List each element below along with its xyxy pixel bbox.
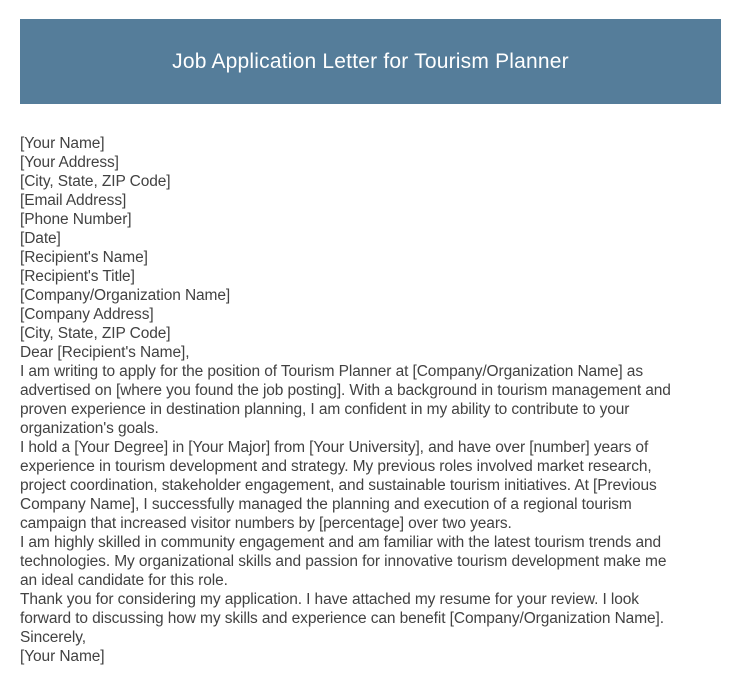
letter-line: Thank you for considering my application. I have attached my resume for your review. I look (20, 591, 639, 608)
letter-line: [Phone Number] (20, 211, 132, 228)
letter-line: experience in tourism development and strategy. My previous roles involved market research, (20, 458, 652, 475)
letter-line: organization's goals. (20, 420, 159, 437)
letter-line: [City, State, ZIP Code] (20, 173, 171, 190)
letter-line: I am writing to apply for the position of Tourism Planner at [Company/Organization Name] as (20, 363, 643, 380)
letter-line: [Your Address] (20, 154, 119, 171)
letter-line: an ideal candidate for this role. (20, 572, 228, 589)
letter-line: [Recipient's Title] (20, 268, 135, 285)
letter-line: Dear [Recipient's Name], (20, 344, 190, 361)
letter-line: Sincerely, (20, 629, 86, 646)
page-title: Job Application Letter for Tourism Planner (172, 49, 569, 73)
letter-line: proven experience in destination planning, I am confident in my ability to contribute to your (20, 401, 630, 418)
letter-line: [Your Name] (20, 135, 105, 152)
letter-line: [Date] (20, 230, 61, 247)
letter-line: [Email Address] (20, 192, 127, 209)
letter-line: Company Name], I successfully managed the planning and execution of a regional tourism (20, 496, 632, 513)
letter-line: [Recipient's Name] (20, 249, 148, 266)
letter-header (20, 19, 721, 104)
letter-line: technologies. My organizational skills and passion for innovative tourism development make me (20, 553, 667, 570)
letter-body (20, 134, 726, 666)
letter-line: [Company/Organization Name] (20, 287, 231, 304)
letter-line: forward to discussing how my skills and experience can benefit [Company/Organization Name]. (20, 610, 664, 627)
letter-line: project coordination, stakeholder engagement, and sustainable tourism initiatives. At [Previous (20, 477, 657, 494)
letter-line: [Company Address] (20, 306, 154, 323)
letter-line: [City, State, ZIP Code] (20, 325, 171, 342)
letter-line: [Your Name] (20, 648, 105, 665)
letter-line: campaign that increased visitor numbers by [percentage] over two years. (20, 515, 512, 532)
letter-line: I hold a [Your Degree] in [Your Major] from [Your University], and have over [number] years of (20, 439, 649, 456)
letter-line: advertised on [where you found the job posting]. With a background in tourism management and (20, 382, 671, 399)
letter-line: I am highly skilled in community engagement and am familiar with the latest tourism trends and (20, 534, 662, 551)
